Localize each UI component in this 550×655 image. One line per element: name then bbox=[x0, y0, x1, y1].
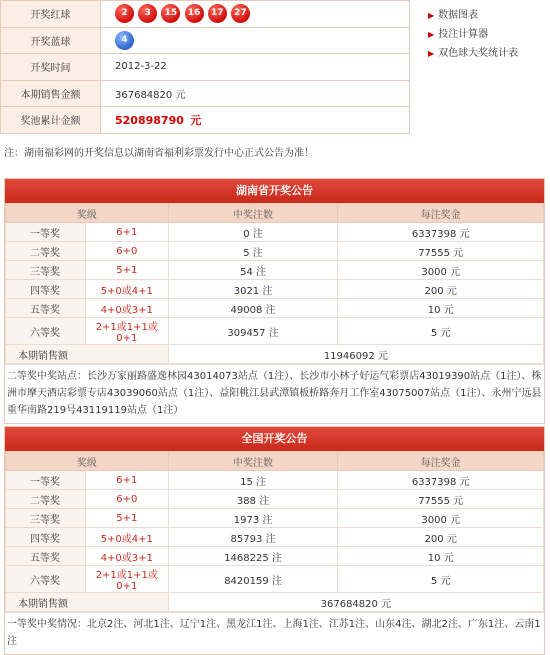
prize-amount: 10 元 bbox=[338, 547, 544, 566]
red-balls bbox=[101, 1, 410, 28]
col-header-prize: 每注奖金 bbox=[338, 452, 544, 471]
prize-amount: 77555 元 bbox=[338, 490, 544, 509]
draw-date: 2012-3-22 bbox=[101, 54, 410, 81]
red-ball: 15 bbox=[161, 4, 180, 23]
prize-amount: 5 元 bbox=[338, 566, 544, 593]
winner-count: 8420159 注 bbox=[168, 566, 338, 593]
triangle-right-icon: ▶ bbox=[428, 49, 435, 58]
winner-count: 0 注 bbox=[168, 223, 338, 242]
prize-amount: 5 元 bbox=[338, 318, 544, 345]
winner-count: 5 注 bbox=[168, 242, 338, 261]
prize-level: 四等奖 bbox=[6, 528, 86, 547]
winner-count: 15 注 bbox=[168, 471, 338, 490]
sales-value: 367684820 元 bbox=[168, 593, 543, 612]
prize-amount: 6337398 元 bbox=[338, 471, 544, 490]
winner-count: 388 注 bbox=[168, 490, 338, 509]
red-ball: 3 bbox=[138, 4, 157, 23]
triangle-right-icon: ▶ bbox=[428, 11, 435, 20]
blue-ball: 4 bbox=[115, 31, 134, 50]
col-header-count: 中奖注数 bbox=[168, 452, 338, 471]
prize-level: 三等奖 bbox=[6, 261, 86, 280]
table-row bbox=[6, 299, 544, 318]
prize-level: 五等奖 bbox=[6, 299, 86, 318]
pool-label: 奖池累计金额 bbox=[1, 107, 101, 134]
prize-amount: 200 元 bbox=[338, 280, 544, 299]
red-ball: 27 bbox=[231, 4, 250, 23]
prize-condition: 5+0或4+1 bbox=[85, 528, 168, 547]
table-row bbox=[6, 318, 544, 345]
table-row bbox=[6, 528, 544, 547]
sales-row bbox=[6, 593, 544, 612]
prize-level: 三等奖 bbox=[6, 509, 86, 528]
prize-condition: 6+1 bbox=[85, 223, 168, 242]
prize-condition: 5+0或4+1 bbox=[85, 280, 168, 299]
blue-ball-label: 开奖蓝球 bbox=[1, 27, 101, 54]
prize-condition: 6+1 bbox=[85, 471, 168, 490]
section-title: 湖南省开奖公告 bbox=[5, 179, 544, 203]
table-row bbox=[6, 223, 544, 242]
table-row bbox=[6, 490, 544, 509]
prize-amount: 6337398 元 bbox=[338, 223, 544, 242]
link-label: 数据图表 bbox=[438, 10, 479, 21]
prize-condition: 6+0 bbox=[85, 242, 168, 261]
col-header-level: 奖级 bbox=[6, 452, 169, 471]
red-ball: 16 bbox=[185, 4, 204, 23]
prize-amount: 200 元 bbox=[338, 528, 544, 547]
prize-level: 二等奖 bbox=[6, 242, 86, 261]
prize-condition: 5+1 bbox=[85, 261, 168, 280]
red-ball: 17 bbox=[208, 4, 227, 23]
col-header-level: 奖级 bbox=[6, 204, 169, 223]
table-row bbox=[6, 242, 544, 261]
sales-label: 本期销售额 bbox=[6, 345, 169, 364]
red-ball: 2 bbox=[115, 4, 134, 23]
winner-count: 1468225 注 bbox=[168, 547, 338, 566]
prize-table bbox=[5, 451, 544, 612]
link-jackpot-stats[interactable] bbox=[428, 44, 518, 63]
winner-count: 3021 注 bbox=[168, 280, 338, 299]
prize-condition: 6+0 bbox=[85, 490, 168, 509]
sales-value: 11946092 元 bbox=[168, 345, 543, 364]
pool-value: 520898790 bbox=[115, 113, 184, 127]
col-header-prize: 每注奖金 bbox=[338, 204, 544, 223]
prize-condition: 2+1或1+1或0+1 bbox=[85, 566, 168, 593]
first-prize-distribution: 一等奖中奖情况：北京2注、河北1注、辽宁1注、黑龙江1注、上海1注、江苏1注、山东4注、湖北2注、广东1注、云南1注 bbox=[5, 612, 544, 654]
winner-count: 85793 注 bbox=[168, 528, 338, 547]
prize-condition: 2+1或1+1或0+1 bbox=[85, 318, 168, 345]
table-row bbox=[6, 261, 544, 280]
triangle-right-icon: ▶ bbox=[428, 30, 435, 39]
winner-count: 54 注 bbox=[168, 261, 338, 280]
red-ball-label: 开奖红球 bbox=[1, 1, 101, 28]
winner-count: 49008 注 bbox=[168, 299, 338, 318]
second-prize-stations: 二等奖中奖站点：长沙万家丽路盛逸林园43014073站点（1注）、长沙市小林子好运气彩票店43019390站点（1注）、株洲市摩天酒店彩票专店43039060站点（1注）、益阳桃江县武潭镇板桥路奔月工作室43075007站点（1注）、永州宁远县重华南路219号43119119站点（1注） bbox=[5, 364, 544, 423]
prize-condition: 5+1 bbox=[85, 509, 168, 528]
draw-info-panel bbox=[0, 0, 410, 134]
winner-count: 309457 注 bbox=[168, 318, 338, 345]
draw-date-label: 开奖时间 bbox=[1, 54, 101, 81]
sales-label: 本期销售金额 bbox=[1, 80, 101, 107]
sales-row bbox=[6, 345, 544, 364]
national-announcement bbox=[4, 426, 545, 655]
prize-condition: 4+0或3+1 bbox=[85, 299, 168, 318]
winner-count: 1973 注 bbox=[168, 509, 338, 528]
pool-unit: 元 bbox=[190, 113, 202, 127]
prize-table bbox=[5, 203, 544, 364]
col-header-count: 中奖注数 bbox=[168, 204, 338, 223]
prize-level: 一等奖 bbox=[6, 223, 86, 242]
prize-level: 一等奖 bbox=[6, 471, 86, 490]
link-label: 双色球大奖统计表 bbox=[438, 48, 519, 59]
sales-value: 367684820 元 bbox=[101, 80, 410, 107]
notice-text: 注：湖南福彩网的开奖信息以湖南省福利彩票发行中心正式公告为准！ bbox=[4, 148, 314, 159]
prize-level: 五等奖 bbox=[6, 547, 86, 566]
table-row bbox=[6, 566, 544, 593]
prize-amount: 77555 元 bbox=[338, 242, 544, 261]
prize-amount: 10 元 bbox=[338, 299, 544, 318]
hunan-announcement bbox=[4, 178, 545, 424]
table-row bbox=[6, 509, 544, 528]
prize-condition: 4+0或3+1 bbox=[85, 547, 168, 566]
section-title: 全国开奖公告 bbox=[5, 427, 544, 451]
prize-level: 六等奖 bbox=[6, 318, 86, 345]
table-row bbox=[6, 471, 544, 490]
prize-amount: 3000 元 bbox=[338, 261, 544, 280]
side-links bbox=[428, 6, 518, 63]
prize-level: 二等奖 bbox=[6, 490, 86, 509]
link-bet-calculator[interactable] bbox=[428, 25, 518, 44]
prize-level: 四等奖 bbox=[6, 280, 86, 299]
link-data-chart[interactable] bbox=[428, 6, 518, 25]
table-row bbox=[6, 547, 544, 566]
draw-info-table bbox=[0, 0, 410, 134]
sales-label: 本期销售额 bbox=[6, 593, 169, 612]
link-label: 投注计算器 bbox=[438, 29, 489, 40]
prize-level: 六等奖 bbox=[6, 566, 86, 593]
prize-amount: 3000 元 bbox=[338, 509, 544, 528]
table-row bbox=[6, 280, 544, 299]
